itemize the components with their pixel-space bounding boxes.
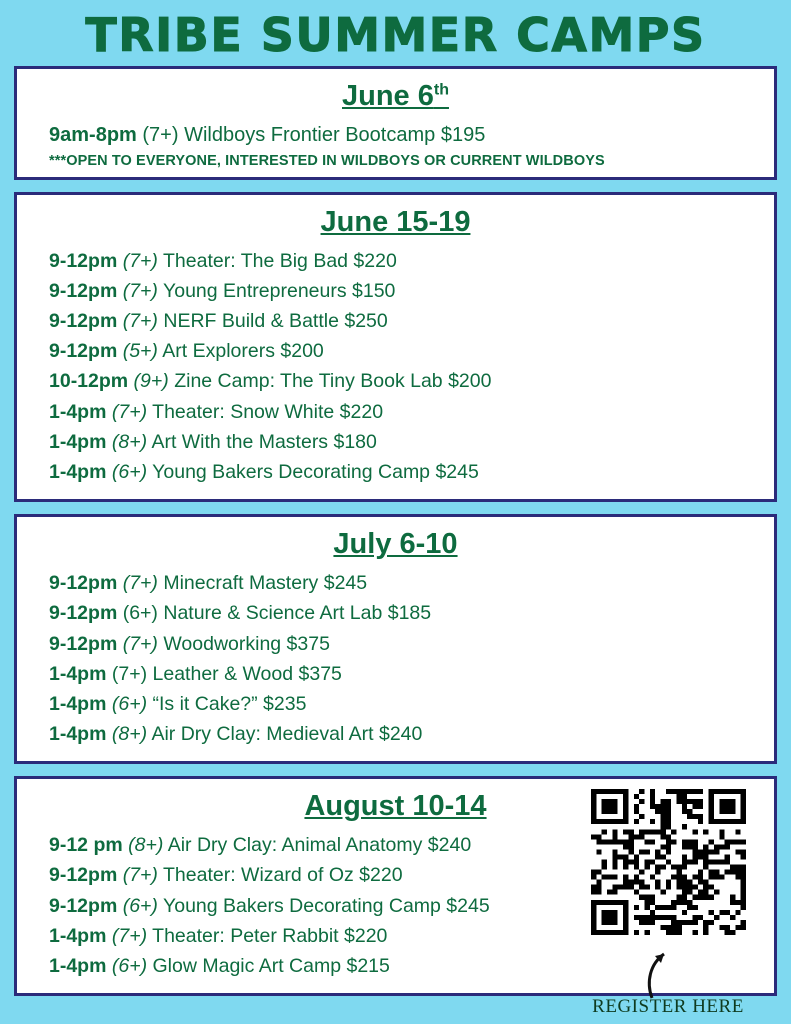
register-caption: REGISTER HERE (592, 996, 744, 1018)
camp-name: Theater: Snow White $220 (152, 400, 384, 423)
camp-age: (7+) (122, 279, 158, 302)
list-item (27, 246, 764, 276)
camp-name: Zine Camp: The Tiny Book Lab $200 (174, 370, 492, 393)
camp-time: 1-4pm (49, 461, 107, 484)
camp-time: 9-12pm (49, 602, 118, 625)
camp-name: Young Bakers Decorating Camp $245 (163, 894, 490, 917)
list-item (27, 366, 764, 396)
camp-name: “Is it Cake?” $235 (152, 693, 307, 716)
camp-name: Theater: Peter Rabbit $220 (152, 924, 388, 947)
camp-time: 9-12pm (49, 864, 118, 887)
camp-name: Air Dry Clay: Medieval Art $240 (151, 723, 423, 746)
camp-age: (6+) (111, 693, 148, 716)
list-item (27, 719, 764, 749)
camp-name: NERF Build & Battle $250 (163, 310, 388, 333)
camp-time: 1-4pm (49, 400, 107, 423)
camp-name: Wildboys Frontier Bootcamp $195 (184, 123, 486, 146)
camp-age: (9+) (133, 370, 169, 393)
curved-arrow-icon (638, 942, 698, 1000)
camp-name: Theater: Wizard of Oz $220 (163, 864, 403, 887)
camp-time: 9-12 pm (49, 834, 123, 857)
list-item (27, 629, 764, 659)
list-item (27, 568, 764, 598)
camp-name: Young Entrepreneurs $150 (163, 279, 396, 302)
list-item (27, 397, 764, 427)
camp-time: 1-4pm (49, 693, 107, 716)
camp-age: (6+) (111, 955, 148, 978)
list-item (27, 306, 764, 336)
section-heading: June 15-19 (320, 205, 471, 238)
camp-time: 1-4pm (49, 430, 107, 453)
list-item (27, 276, 764, 306)
section-heading: August 10-14 (304, 790, 487, 823)
camp-time: 9-12pm (49, 340, 118, 363)
register-qr-block (568, 789, 768, 1018)
camp-age: (6+) (122, 894, 158, 917)
camp-name: Nature & Science Art Lab $185 (163, 602, 432, 625)
camp-age: (8+) (111, 723, 148, 746)
camp-age: (6+) (111, 461, 148, 484)
camp-name: Minecraft Mastery $245 (163, 572, 368, 595)
camp-time: 9-12pm (49, 249, 118, 272)
list-item (27, 427, 764, 457)
page-title: TRIBE SUMMER CAMPS (85, 8, 706, 62)
camp-time: 9-12pm (49, 279, 118, 302)
camp-age: (8+) (111, 430, 148, 453)
camp-age: (7+) (122, 310, 158, 333)
camp-time: 1-4pm (49, 955, 107, 978)
section-card-august-10-14 (14, 776, 777, 1018)
camp-age: (5+) (122, 340, 158, 363)
camp-age: (7+) (122, 249, 158, 272)
camp-time: 1-4pm (49, 723, 107, 746)
camp-age: (6+) (122, 602, 158, 625)
section-card-june-15-19 (14, 192, 777, 503)
camp-time: 1-4pm (49, 662, 107, 685)
camp-time: 9am-8pm (49, 123, 137, 146)
list-item (27, 689, 764, 719)
camp-age: (7+) (122, 572, 158, 595)
camp-name: Woodworking $375 (163, 632, 330, 655)
list-item (27, 598, 764, 628)
camp-age: (7+) (122, 864, 158, 887)
camp-time: 1-4pm (49, 924, 107, 947)
camp-time: 10-12pm (49, 370, 129, 393)
camp-age: (7+) (142, 123, 179, 146)
camp-name: Art With the Masters $180 (151, 430, 377, 453)
camp-age: (7+) (111, 400, 148, 423)
camp-time: 9-12pm (49, 310, 118, 333)
section-heading: July 6-10 (333, 528, 458, 561)
camp-name: Art Explorers $200 (162, 340, 324, 363)
camp-time: 9-12pm (49, 894, 118, 917)
list-item (27, 120, 764, 151)
list-item (27, 336, 764, 366)
section-card-july-6-10 (14, 514, 777, 764)
qr-code-icon[interactable] (591, 789, 746, 935)
camp-time: 9-12pm (49, 632, 118, 655)
camp-age: (8+) (128, 834, 164, 857)
camp-age: (7+) (111, 662, 148, 685)
camp-time: 9-12pm (49, 572, 118, 595)
section-heading-text: June 6 (342, 80, 434, 112)
camp-name: Leather & Wood $375 (152, 662, 342, 685)
section-card-june-6 (14, 66, 777, 180)
camp-name: Glow Magic Art Camp $215 (152, 955, 390, 978)
list-item (27, 457, 764, 487)
camp-name: Theater: The Big Bad $220 (163, 249, 397, 272)
camp-name: Young Bakers Decorating Camp $245 (152, 461, 479, 484)
section-heading-suffix: th (433, 81, 449, 99)
section-note: ***OPEN TO EVERYONE, INTERESTED IN WILDBOYS OR CURRENT WILDBOYS (49, 152, 605, 169)
section-heading (27, 79, 764, 114)
camp-age: (7+) (111, 924, 148, 947)
camp-age: (7+) (122, 632, 158, 655)
camp-name: Air Dry Clay: Animal Anatomy $240 (167, 834, 472, 857)
list-item (27, 659, 764, 689)
